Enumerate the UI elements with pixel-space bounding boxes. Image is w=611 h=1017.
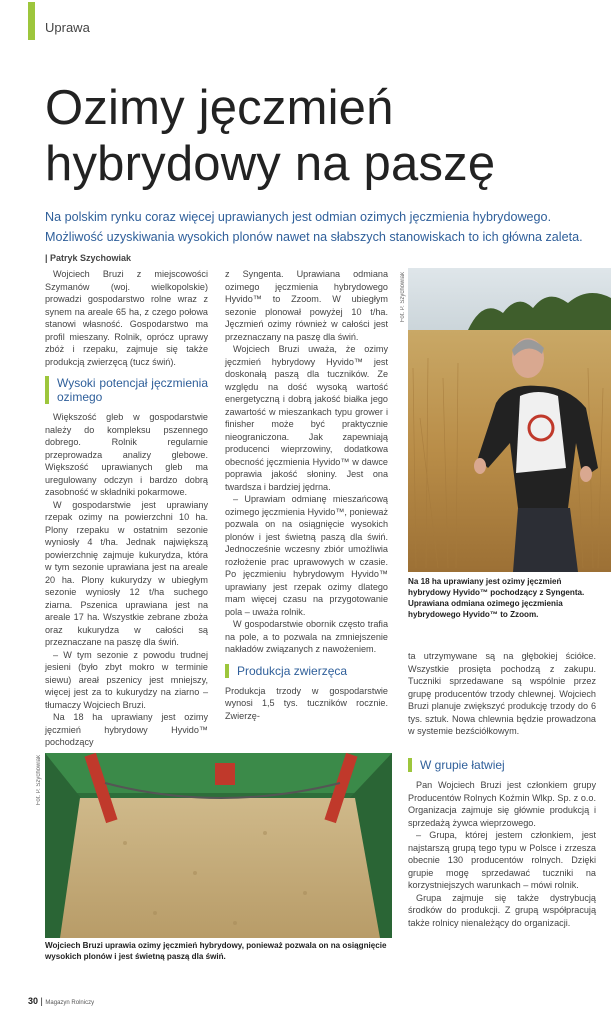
section-tag-bar — [28, 2, 35, 40]
paragraph: – Uprawiam odmianę mieszańcową ozimego jęczmienia Hyvido™, ponieważ pozwala on na osiągnięcie wysokich plonów i jest świetną paszą dla świń. Jednocześnie wczesny zbiór umożliwia rozłożenie prac uprawowych w czasie. Po jęczmieniu hybrydowym Hyvido™ uprawiany jest rzepak ozimy dlatego mam więcej czasu na przygotowanie pola – uważa rolnik. — [225, 494, 388, 617]
subheading: W grupie łatwiej — [408, 758, 596, 772]
paragraph: W gospodarstwie obornik często trafia na pole, a to pozwala na zmniejszenie nakładów związanych z nawożeniem. — [225, 619, 388, 654]
photo-credit: Fot. P. Szychowiak — [36, 755, 42, 806]
paragraph: ta utrzymywane są na głębokiej ściółce. Wszystkie prosięta pochodzą z zakupu. Tuczniki sprzedawane są wspólnie przez grupę producentów trzody chlewnej. Wojciech Bruzi planuje zwiększyć produkcję trzody do 6 tys. sztuk. Nowa chlewnia będzie prowadzona w systemie bezściółkowym. — [408, 651, 596, 736]
article-column-3 — [408, 650, 596, 738]
subheading: Wysoki potencjał jęczmienia ozimego — [45, 376, 208, 404]
footer-separator: | — [40, 996, 43, 1006]
photo-caption: Na 18 ha uprawiany jest ozimy jęczmień hybrydowy Hyvido™ pochodzący z Syngenta. Uprawiana odmiana ozimego jęczmienia hybrydowego Hyvido™ to Zzoom. — [408, 577, 585, 619]
magazine-name: Magazyn Rolniczy — [45, 1000, 95, 1006]
lead-text: Na polskim rynku coraz więcej uprawianych jest odmian ozimych jęczmienia hybrydowego. Możliwość uzyskiwania wysokich plonów nawet na słabszych stanowiskach to ich główna zaleta. — [45, 210, 583, 244]
grain-trailer-photo — [45, 753, 392, 938]
paragraph: Produkcja trzody w gospodarstwie wynosi 1,5 tys. tuczników rocznie. Zwierzę- — [225, 685, 388, 721]
farmer-in-field-photo — [408, 268, 611, 572]
article-title: Ozimy jęczmień hybrydowy na paszę — [45, 81, 496, 191]
paragraph: W gospodarstwie jest uprawiany rzepak ozimy na powierzchni 10 ha. Plony rzepaku w ostatnim sezonie wyniosły 4 t/ha. Jednak największą powierzchnię zajmuje kukurydza, która w tym sezonie uprawiana jest na areale 20 ha. Plony kukurydzy w ubiegłym sezonie wyniosły 12 t/ha suchego ziarna. Pszenica uprawiana jest na areale 17 ha. Wszystkie zebrane zboża oraz kukurydza w całości są przeznaczane na paszę dla świń. — [45, 499, 208, 647]
page-footer — [28, 996, 94, 1006]
farmer-in-field-illustration — [408, 268, 611, 572]
grain-trailer-illustration — [45, 753, 392, 938]
paragraph: Pan Wojciech Bruzi jest członkiem grupy Producentów Rolnych Koźmin Wlkp. Sp. z o.o. Organizacja zajmuje się głównie produkcją i sprzedażą żywca wieprzowego. — [408, 780, 596, 828]
article-column-2 — [225, 268, 388, 722]
article-column-1 — [45, 268, 208, 749]
paragraph: Grupa zajmuje się także dystrybucją środków do produkcji. Z grupą współpracują także rolnicy nienależący do organizacji. — [408, 892, 596, 928]
article-column-4 — [408, 758, 596, 929]
photo-caption: Wojciech Bruzi uprawia ozimy jęczmień hybrydowy, ponieważ pozwala on na osiągnięcie wysokich plonów i jest świetną paszą dla świń. — [45, 941, 387, 961]
paragraph: Wojciech Bruzi uważa, że ozimy jęczmień hybrydowy Hyvido™ jest doskonałą paszą dla tuczników. Ze względu na dość wysoką wartość energetyczną i dobrą jakość białka jego zawartość w mieszankach typu grower i finisher może być praktycznie nieograniczona. Jak zapewniają producenci wieprzowiny, dodatkowa obecność jęczmienia Hyvido™ w dawce poprawia jakość słoniny. Jest ona twardsza i bardziej jędrna. — [225, 344, 388, 492]
paragraph: Większość gleb w gospodarstwie należy do kompleksu pszennego dobrego. Rolnik regularnie przeprowadza analizy glebowe. Większość uprawianych gleb ma uregulowany odczyn i bardzo dobrą zasobność w składniki pokarmowe. — [45, 412, 208, 497]
photo-credit: Fot. P. Szychowiak — [400, 272, 406, 323]
paragraph: Wojciech Bruzi z miejscowości Szymanów (woj. wielkopolskie) prowadzi gospodarstwo rolne wraz z synem na areale 65 ha, z czego połowa stanowi własność. Gospodarstwo ma profil mieszany. Rolnik, oprócz uprawy zbóż i rzepaku, zajmuje się także produkcją zwierzęcą (tucz świń). — [45, 269, 208, 367]
section-tag: Uprawa — [45, 20, 90, 35]
paragraph: Na 18 ha uprawiany jest ozimy jęczmień hybrydowy Hyvido™ pochodzący — [45, 712, 208, 747]
subheading: Produkcja zwierzęca — [225, 664, 388, 678]
paragraph: – Grupa, której jestem członkiem, jest najstarszą grupą tego typu w Polsce i zrzesza obecnie 130 producentów rolnych. Dzięki grupie mogę sprzedawać tuczniki na korzystniejszych warunkach – mówi rolnik. — [408, 830, 596, 890]
paragraph: z Syngenta. Uprawiana odmiana ozimego jęczmienia hybrydowego Hyvido™ to Zzoom. W ubiegłym sezonie plonował powyżej 10 t/ha. Jęczmień ozimy również w całości jest przeznaczany na paszę dla świń. — [225, 269, 388, 342]
article-lead — [45, 207, 585, 268]
paragraph: – W tym sezonie z powodu trudnej jesieni (było zbyt mokro w terminie siewu) areał pszenicy jest mniejszy, więcej jest za to kukurydzy na ziarno – tłumaczy Wojciech Bruzi. — [45, 649, 208, 710]
author-byline: | Patryk Szychowiak — [45, 253, 132, 263]
page-number: 30 — [28, 996, 39, 1006]
